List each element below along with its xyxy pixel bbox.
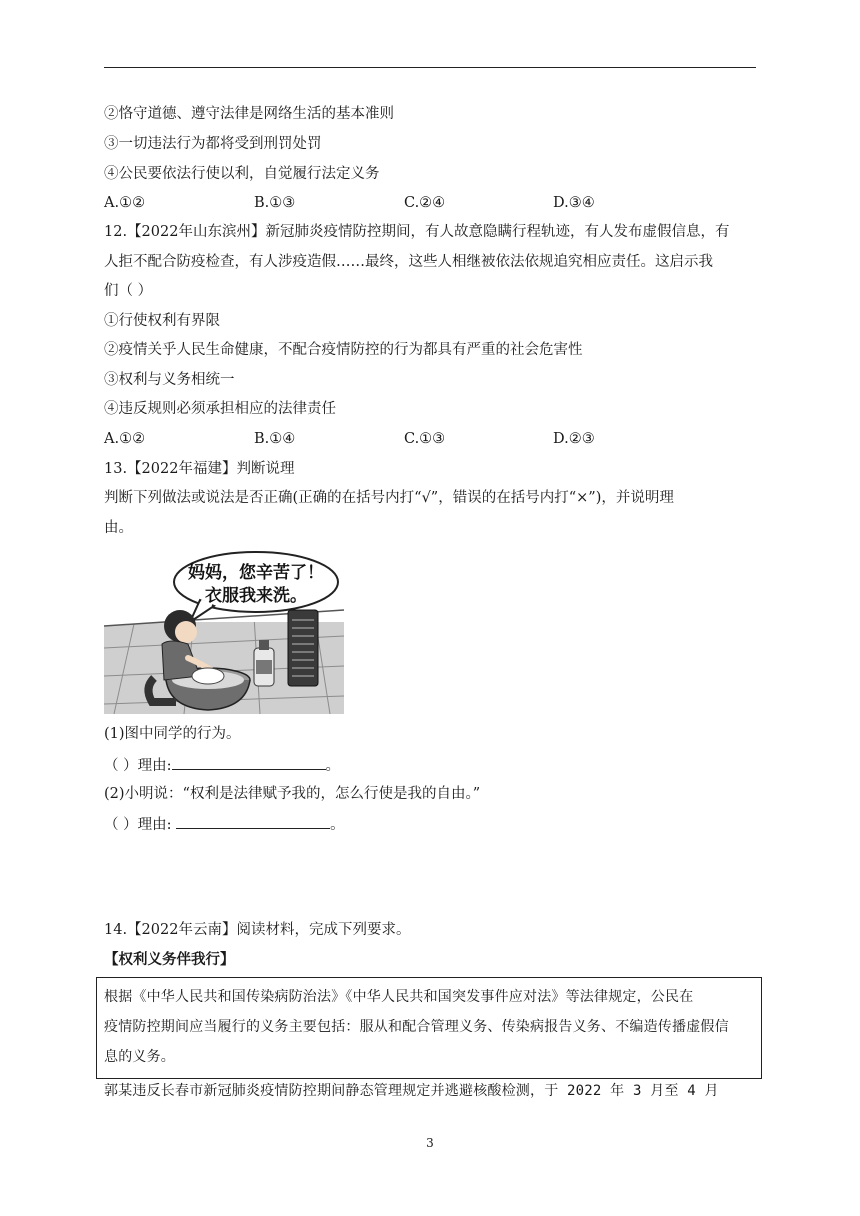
statement: ②疫情关乎人民生命健康，不配合疫情防控的行为都具有严重的社会危害性 xyxy=(104,342,583,358)
answer-prefix: （ ）理由: xyxy=(104,817,177,833)
q13-title: 13.【2022年福建】判断说理 xyxy=(104,461,295,477)
q13-answer1 xyxy=(104,755,340,776)
answer-period: 。 xyxy=(330,817,345,833)
q12-stem: 12.【2022年山东滨州】新冠肺炎疫情防控期间，有人故意隐瞒行程轨迹，有人发布虚假信息，有 xyxy=(104,224,730,240)
q13-instruction: 由。 xyxy=(104,520,133,536)
statement: ①行使权利有界限 xyxy=(104,313,220,329)
statement: ③权利与义务相统一 xyxy=(104,372,235,388)
option-c: C.①③ xyxy=(404,431,446,447)
bubble-line-2: 衣服我来洗。 xyxy=(205,586,307,606)
answer-prefix: （ ）理由: xyxy=(104,758,172,774)
answer-blank[interactable] xyxy=(176,814,330,829)
material-line: 疫情防控期间应当履行的义务主要包括：服从和配合管理义务、传染病报告义务、不编造传播虚假信 xyxy=(104,1019,729,1035)
q13-sub1: (1)图中同学的行为。 xyxy=(104,726,241,742)
q13-sub2: (2)小明说：“权利是法律赋予我的，怎么行使是我的自由。” xyxy=(104,786,481,802)
option-a: A.①② xyxy=(104,195,146,211)
q14-title: 14.【2022年云南】阅读材料，完成下列要求。 xyxy=(104,922,411,938)
washing-clothes-illustration xyxy=(104,548,344,714)
q12-stem: 们（ ） xyxy=(104,283,153,299)
material-line: 息的义务。 xyxy=(104,1049,175,1065)
statement: ③一切违法行为都将受到刑罚处罚 xyxy=(104,136,322,152)
material-line: 根据《中华人民共和国传染病防治法》《中华人民共和国突发事件应对法》等法律规定，公民在 xyxy=(104,989,694,1005)
bubble-line-1: 妈妈，您辛苦了！ xyxy=(188,563,324,583)
statement: ④公民要依法行使以利，自觉履行法定义务 xyxy=(104,166,380,182)
option-d: D.②③ xyxy=(553,431,595,447)
q14-heading: 【权利义务伴我行】 xyxy=(104,951,235,968)
material-continuation: 郭某违反长春市新冠肺炎疫情防控期间静态管理规定并逃避核酸检测，于 2022 年 3 月至 4 月 xyxy=(104,1083,719,1099)
statement: ②恪守道德、遵守法律是网络生活的基本准则 xyxy=(104,106,394,122)
q12-stem: 人拒不配合防疫检查，有人涉疫造假……最终，这些人相继被依法依规追究相应责任。这启示我 xyxy=(104,254,713,270)
header-rule xyxy=(104,67,756,68)
answer-period: 。 xyxy=(325,758,340,774)
option-c: C.②④ xyxy=(404,195,446,211)
option-b: B.①③ xyxy=(254,195,296,211)
statement: ④违反规则必须承担相应的法律责任 xyxy=(104,401,336,417)
q13-instruction: 判断下列做法或说法是否正确(正确的在括号内打“√”，错误的在括号内打“×”)，并说明理 xyxy=(104,490,674,506)
page-number: 3 xyxy=(426,1136,434,1150)
option-d: D.③④ xyxy=(553,195,595,211)
q13-answer2 xyxy=(104,814,345,835)
option-a: A.①② xyxy=(104,431,146,447)
option-b: B.①④ xyxy=(254,431,296,447)
answer-blank[interactable] xyxy=(172,755,326,770)
